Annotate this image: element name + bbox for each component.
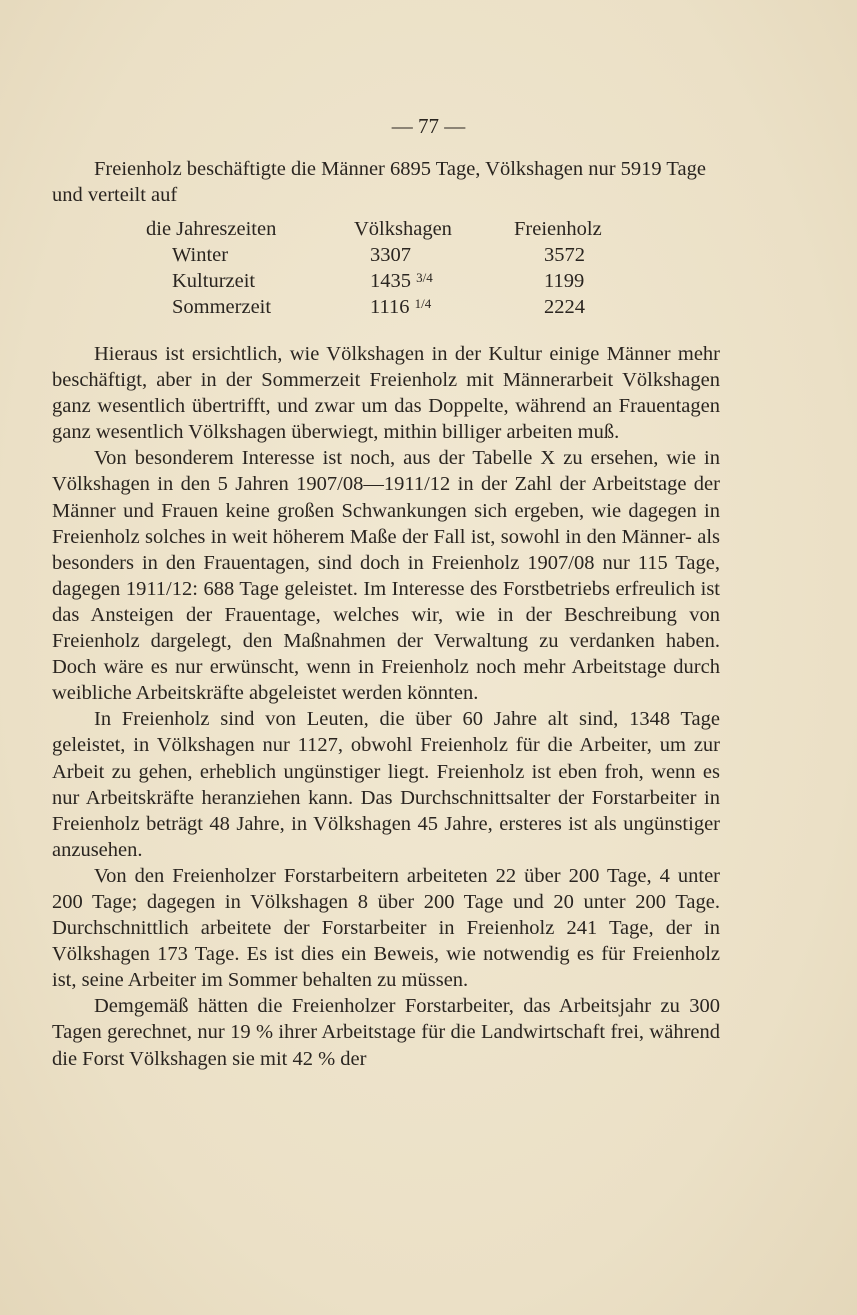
paragraph: Demgemäß hätten die Freienholzer Forstarbeiter, das Arbeitsjahr zu 300 Tagen gerechnet, nur 19 % ihrer Arbeitstage für die Landwirtschaft frei, während die Forst Völkshagen sie mit 42 % der xyxy=(52,995,720,1070)
season-cell: Kulturzeit xyxy=(172,270,256,292)
freienholz-cell: 1199 xyxy=(544,270,585,292)
table-row xyxy=(52,244,720,270)
freienholz-cell: 2224 xyxy=(544,296,585,318)
paragraph: In Freienholz sind von Leuten, die über 60 Jahre alt sind, 1348 Tage geleistet, in Völkshagen nur 1127, obwohl Freienholz für die Arbeiter, um zur Arbeit zu gehen, erheblich ungünstiger liegt. Freienholz ist eben froh, wenn es nur Arbeitskräfte heranziehen kann. Das Durchschnittsalter der Forstarbeiter in Freienholz beträgt 48 Jahre, in Völkshagen 45 Jahre, ersteres ist als ungünstiger anzusehen. xyxy=(52,708,720,861)
header-voelkshagen: Völkshagen xyxy=(354,218,452,240)
table-row xyxy=(52,270,720,296)
voelkshagen-cell: 3307 xyxy=(370,244,411,266)
seasons-table xyxy=(52,218,720,322)
paragraph: Von besonderem Interesse ist noch, aus der Tabelle X zu ersehen, wie in Völkshagen in den 5 Jahren 1907/08—1911/12 in der Zahl der Arbeitstage der Männer und Frauen keine großen Schwankungen sich ergeben, wie dagegen in Freienholz solches in weit höherem Maße der Fall ist, sowohl in den Männer- als besonders in den Frauentagen, sind doch in Freienholz 1907/08 nur 115 Tage, dagegen 1911/12: 688 Tage geleistet. Im Interesse des Forstbetriebs erfreulich ist das Ansteigen der Frauentage, welches wir, wie in der Beschreibung von Freienholz dargelegt, den Maßnahmen der Verwaltung zu verdanken haben. Doch wäre es nur erwünscht, wenn in Freienholz noch mehr Arbeitstage durch weibliche Arbeitskräfte abgeleistet werden könnten. xyxy=(52,447,720,705)
intro-text-block xyxy=(52,156,720,208)
season-cell: Sommerzeit xyxy=(172,296,272,318)
page-number: — 77 — xyxy=(391,114,466,138)
voelkshagen-cell: 1116 $^{1/4}$ xyxy=(370,296,432,318)
intro-paragraph: Freienholz beschäftigte die Männer 6895 Tage, Völkshagen nur 5919 Tage und verteilt auf xyxy=(52,158,706,207)
header-freienholz: Freienholz xyxy=(514,218,602,240)
body-text xyxy=(52,341,720,1072)
season-cell: Winter xyxy=(172,244,229,266)
table-header-row xyxy=(52,218,720,244)
header-season: die Jahreszeiten xyxy=(146,218,277,240)
freienholz-cell: 3572 xyxy=(544,244,585,266)
paragraph: Hieraus ist ersichtlich, wie Völkshagen in der Kultur einige Männer mehr beschäftigt, aber in der Sommerzeit Freienholz mit Männerarbeit Völkshagen ganz wesentlich übertrifft, und zwar um das Doppelte, während an Frauentagen ganz wesentlich Völkshagen überwiegt, mithin billiger arbeiten muß. xyxy=(52,343,720,444)
fraction: 3/4 xyxy=(416,270,433,285)
paragraph: Von den Freienholzer Forstarbeitern arbeiteten 22 über 200 Tage, 4 unter 200 Tage; dagegen in Völkshagen 8 über 200 Tage und 20 unter 200 Tage. Durchschnittlich arbeitete der Forstarbeiter in Freienholz 241 Tage, der in Völkshagen 173 Tage. Es ist dies ein Beweis, wie notwendig es für Freienholz ist, seine Arbeiter im Sommer behalten zu müssen. xyxy=(52,864,720,992)
fraction: 1/4 xyxy=(414,296,432,311)
table-row xyxy=(52,296,720,322)
voelkshagen-cell: 1435 $^{3/4}$ xyxy=(370,270,433,292)
